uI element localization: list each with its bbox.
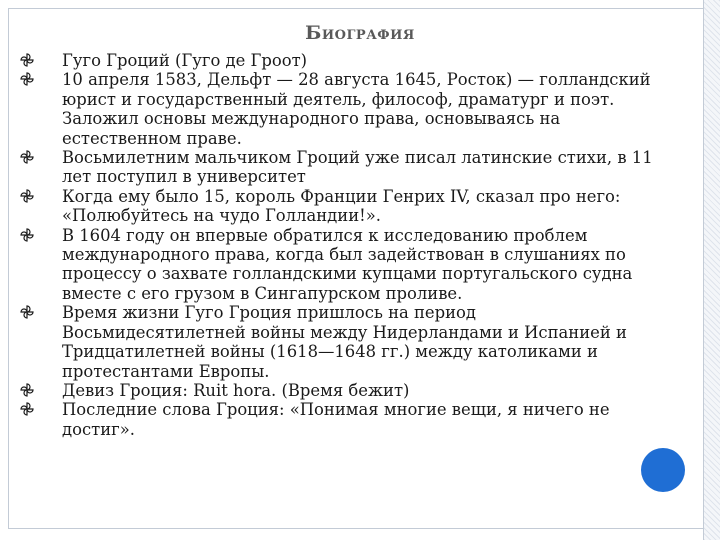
pinwheel-bullet-icon [20, 228, 34, 242]
list-item [20, 381, 660, 400]
pinwheel-bullet-icon [20, 150, 34, 164]
pinwheel-bullet-icon [20, 383, 34, 397]
list-item-text: Последние слова Гроция: «Понимая многие вещи, я ничего не достиг». [62, 400, 610, 439]
list-item-text: В 1604 году он впервые обратился к исследованию проблем международного права, когда был задействован в слушаниях по процессу о захвате голландскими купцами португальского судна вместе с его грузом в Сингапурском проливе. [62, 225, 633, 303]
list-item-text: Восьмилетним мальчиком Гроций уже писал латинские стихи, в 11 лет поступил в университет [62, 148, 653, 187]
slide-title [0, 22, 720, 44]
decorative-side-band [703, 0, 720, 540]
list-item [20, 303, 660, 381]
pinwheel-bullet-icon [20, 402, 34, 416]
list-item [20, 70, 660, 148]
pinwheel-bullet-icon [20, 305, 34, 319]
list-item [20, 187, 660, 226]
list-item [20, 51, 660, 70]
list-item-text: Когда ему было 15, король Франции Генрих IV, сказал про него: «Полюбуйтесь на чудо Голландии!». [62, 186, 621, 226]
pinwheel-bullet-icon [20, 189, 34, 203]
list-item-text: Гуго Гроций (Гуго де Гроот) [62, 51, 308, 70]
blue-circle-button[interactable] [641, 448, 685, 492]
list-item [20, 400, 660, 439]
list-item-text: 10 апреля 1583, Дельфт — 28 августа 1645, Росток) — голландский юрист и государственный деятель, философ, драматург и поэт. Заложил основы международного права, основываясь на естественном праве. [62, 70, 651, 148]
bullet-list [20, 51, 660, 439]
list-item-text: Время жизни Гуго Гроция пришлось на период Восьмидесятилетней войны между Нидерландами и Испанией и Тридцатилетней войны (1618—1648 гг.) между католиками и протестантами Европы. [62, 303, 627, 381]
list-item-text: Девиз Гроция: Ruit hora. (Время бежит) [62, 380, 410, 400]
pinwheel-bullet-icon [20, 53, 34, 67]
title-text: Биография [305, 22, 415, 44]
pinwheel-bullet-icon [20, 72, 34, 86]
list-item [20, 148, 660, 187]
list-item [20, 226, 660, 304]
